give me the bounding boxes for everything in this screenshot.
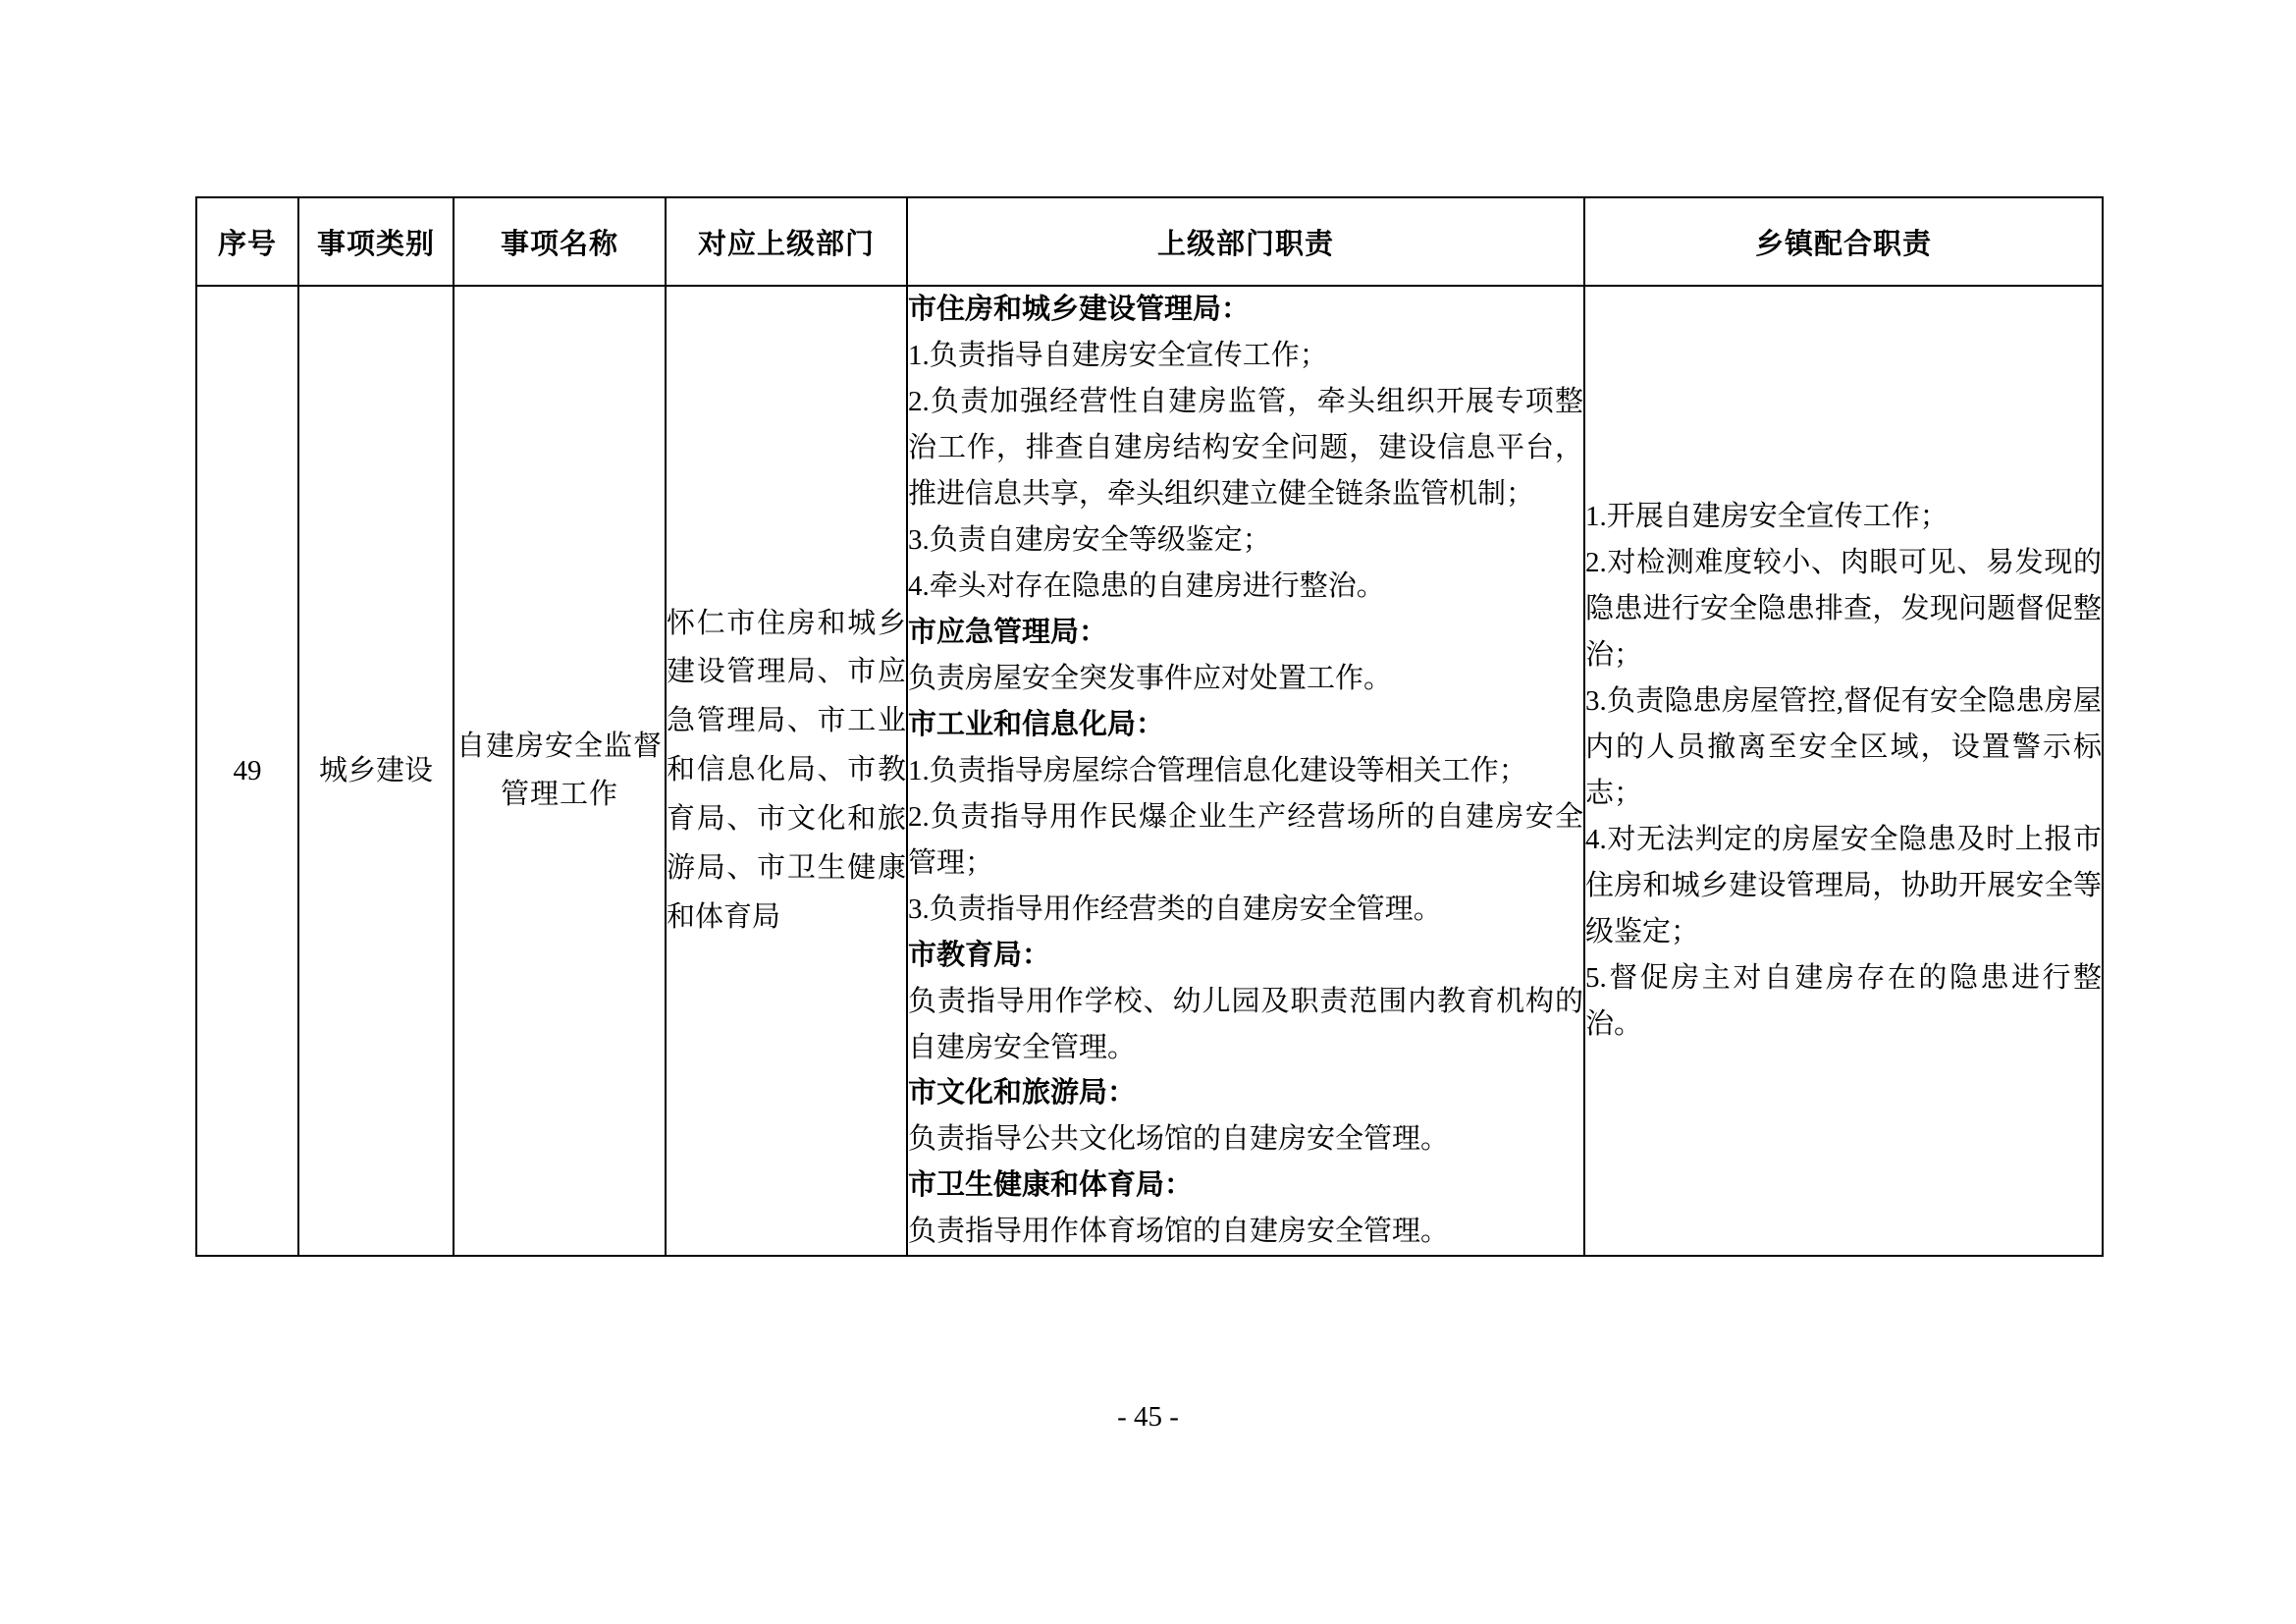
column-header-upper-duties: 上级部门职责 [907,197,1584,286]
cell-upper-duties [907,286,1584,1256]
table-header-row [196,197,2103,286]
duty-line: 4.牵头对存在隐患的自建房进行整治。 [908,569,1385,602]
duty-line: 2.负责指导用作民爆企业生产经营场所的自建房安全管理； [908,800,1583,879]
duty-group-title: 市工业和信息化局： [908,708,1165,740]
duty-line: 负责指导公共文化场馆的自建房安全管理。 [908,1123,1450,1156]
duty-line: 1.负责指导房屋综合管理信息化建设等相关工作； [908,754,1527,786]
cell-item-name: 自建房安全监督管理工作 [454,286,666,1256]
duty-group [908,1163,1583,1255]
duty-line: 2.负责加强经营性自建房监管，牵头组织开展专项整治工作，排查自建房结构安全问题，建设信息平台，推进信息共享，牵头组织建立健全链条监管机制； [908,385,1583,510]
duty-group-title: 市应急管理局： [908,616,1108,648]
column-header-township-duties: 乡镇配合职责 [1584,197,2103,286]
column-header-number: 序号 [196,197,298,286]
duty-group [908,287,1583,610]
township-duty-line: 1.开展自建房安全宣传工作； [1585,501,1949,533]
cell-upper-departments: 怀仁市住房和城乡建设管理局、市应急管理局、市工业和信息化局、市教育局、市文化和旅游局、市卫生健康和体育局 [666,286,907,1256]
column-header-category: 事项类别 [298,197,454,286]
township-duty-line: 3.负责隐患房屋管控,督促有安全隐患房屋内的人员撤离至安全区域，设置警示标志； [1585,685,2102,810]
page-number: - 45 - [1117,1401,1179,1433]
duty-group [908,702,1583,933]
column-header-item-name: 事项名称 [454,197,666,286]
column-header-upper-department: 对应上级部门 [666,197,907,286]
duty-line: 3.负责自建房安全等级鉴定； [908,523,1271,556]
duty-line: 负责指导用作体育场馆的自建房安全管理。 [908,1216,1450,1248]
duty-group-title: 市住房和城乡建设管理局： [908,294,1251,325]
duty-group-title: 市文化和旅游局： [908,1077,1137,1110]
duty-group [908,1070,1583,1163]
duty-group-title: 市教育局： [908,939,1051,971]
township-duty-line: 5.督促房主对自建房存在的隐患进行整治。 [1585,962,2102,1041]
responsibility-table [195,196,2104,1257]
duty-line: 负责指导用作学校、幼儿园及职责范围内教育机构的自建房安全管理。 [908,985,1583,1063]
cell-category: 城乡建设 [298,286,454,1256]
duty-group [908,610,1583,702]
cell-row-number: 49 [196,286,298,1256]
duty-group [908,933,1583,1071]
duty-group-title: 市卫生健康和体育局： [908,1169,1194,1202]
table-row [196,286,2103,1256]
duty-line: 负责房屋安全突发事件应对处置工作。 [908,662,1393,694]
cell-township-duties [1584,286,2103,1256]
township-duty-line: 4.对无法判定的房屋安全隐患及时上报市住房和城乡建设管理局，协助开展安全等级鉴定； [1585,824,2102,948]
township-duty-line: 2.对检测难度较小、肉眼可见、易发现的隐患进行安全隐患排查，发现问题督促整治； [1585,547,2102,672]
duty-line: 3.负责指导用作经营类的自建房安全管理。 [908,893,1442,925]
duty-line: 1.负责指导自建房安全宣传工作； [908,339,1328,371]
